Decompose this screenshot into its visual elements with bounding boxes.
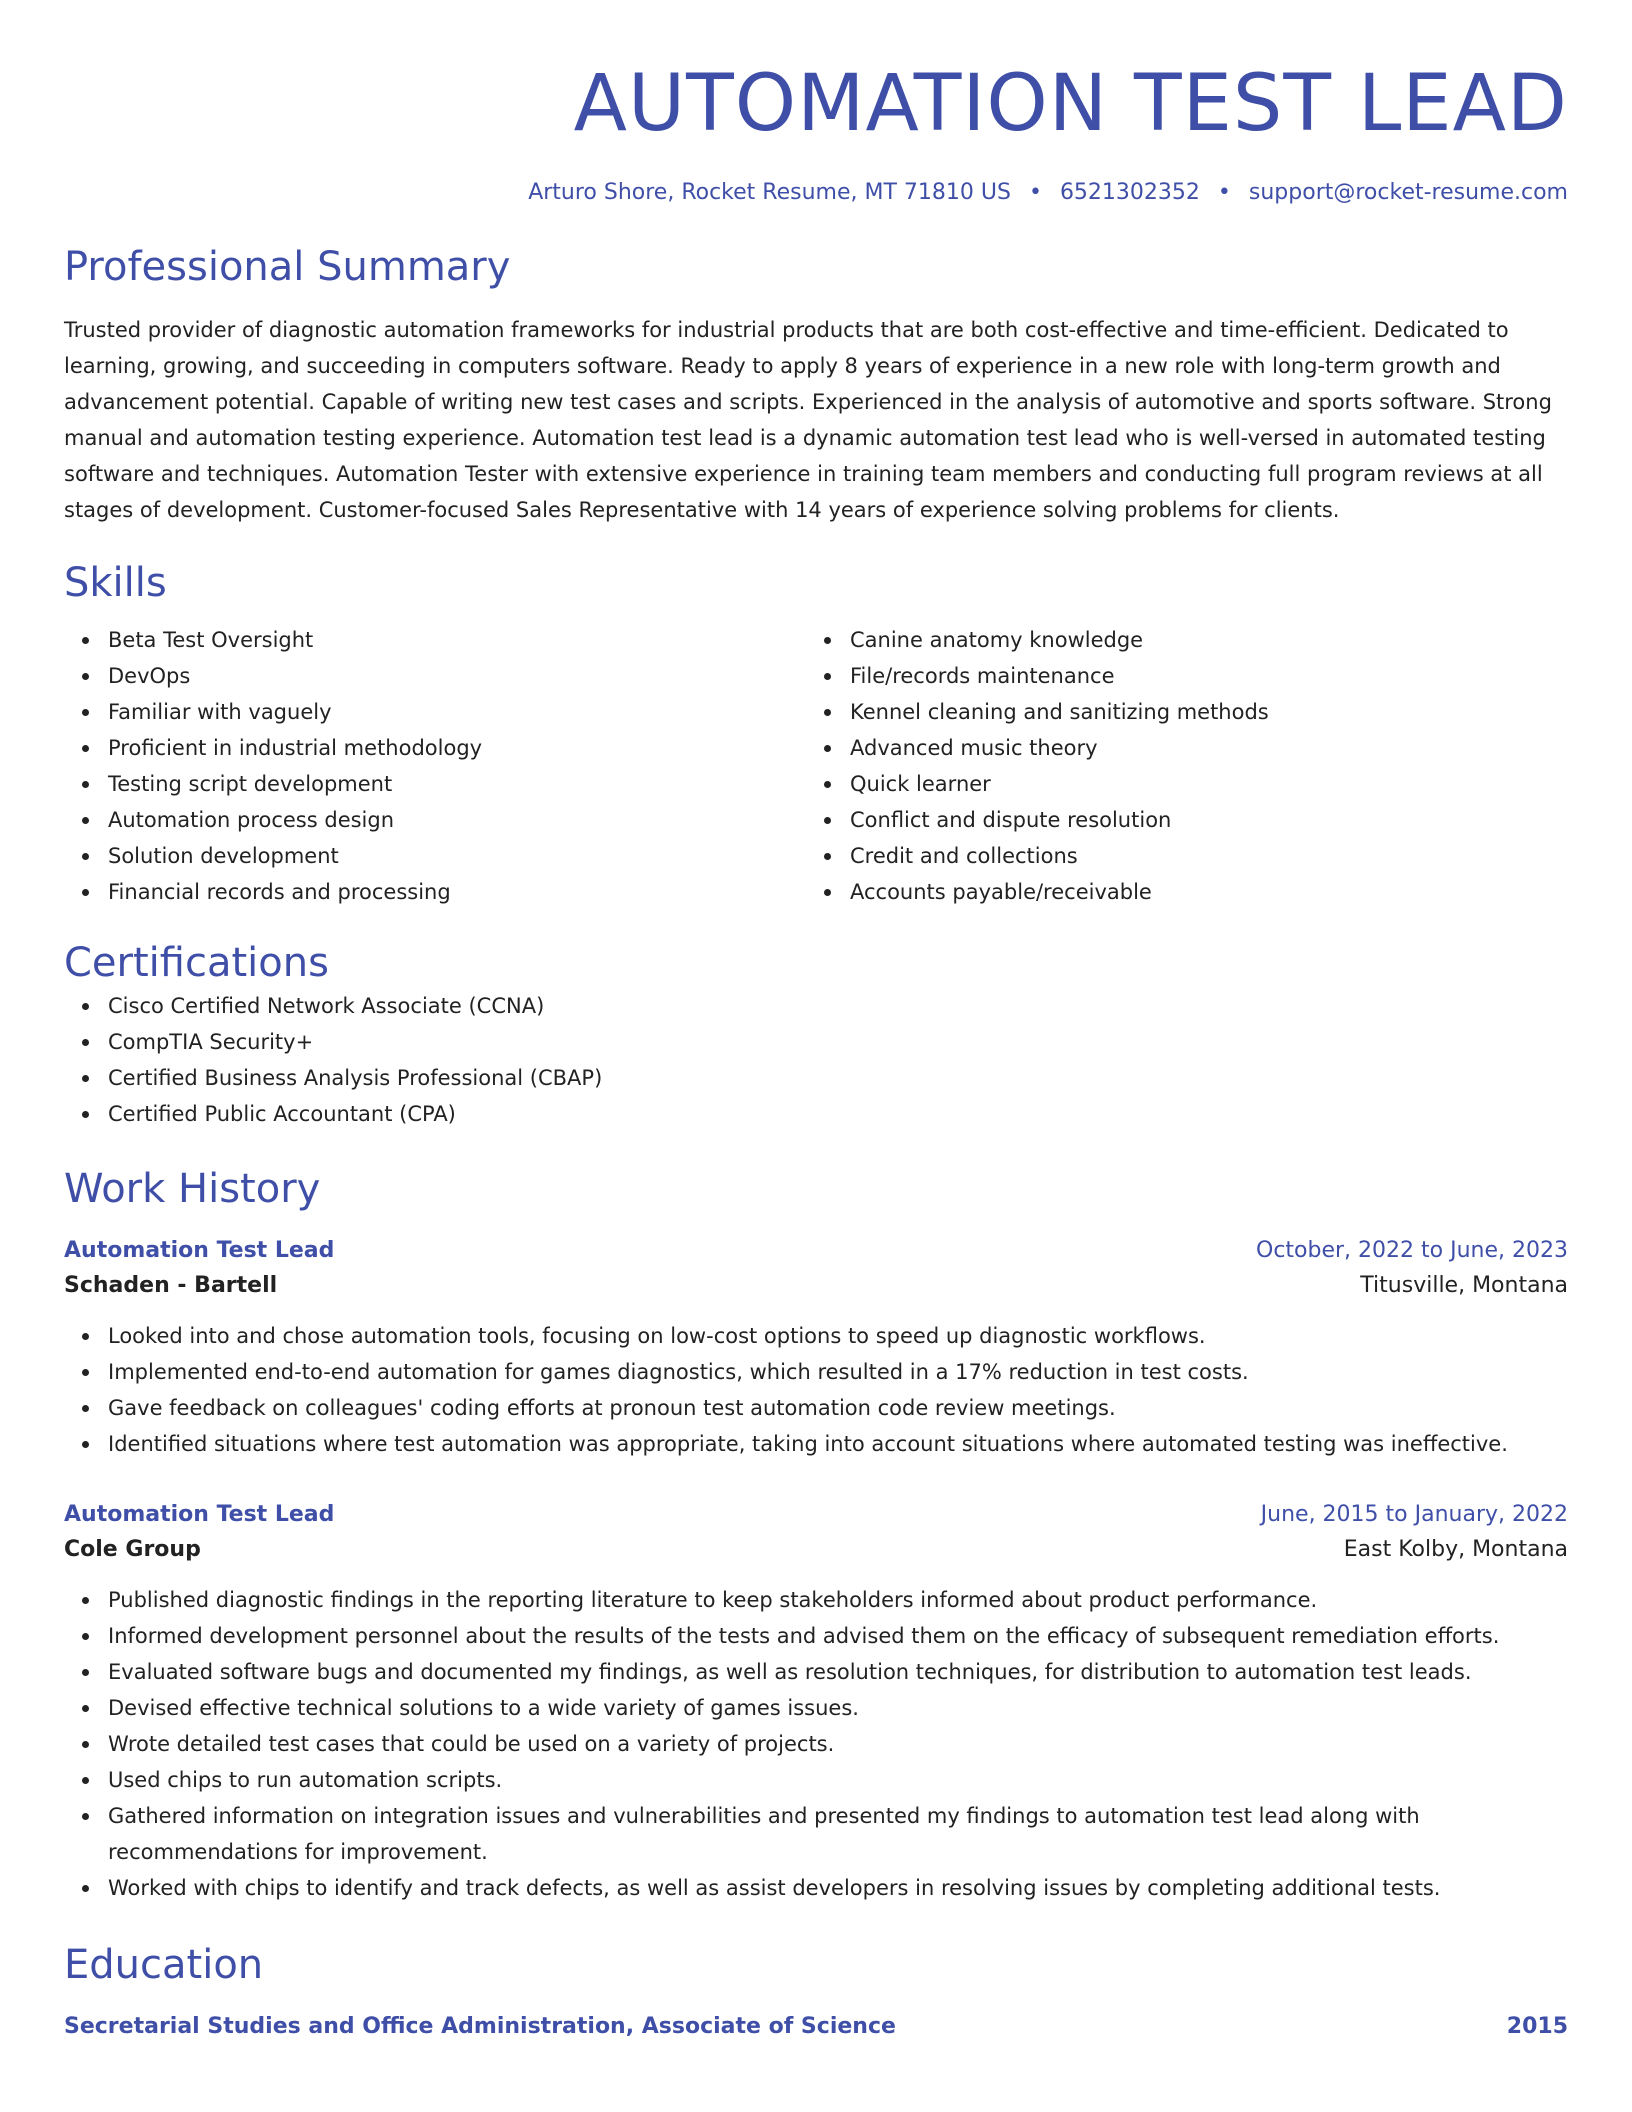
skill-item: Testing script development [108, 766, 806, 802]
skill-item: Solution development [108, 838, 806, 874]
section-heading-skills: Skills [64, 560, 167, 606]
job-bullet: Identified situations where test automation was appropriate, taking into account situations where automated testing was ineffective. [108, 1426, 1568, 1462]
job-bullets [64, 1582, 1568, 1906]
contact-line [64, 178, 1568, 208]
job-entry [64, 1498, 1568, 1906]
job-dates: October, 2022 to June, 2023 [1256, 1238, 1568, 1263]
contact-phone: 6521302352 [1059, 180, 1200, 205]
job-location: Titusville, Montana [1360, 1273, 1568, 1298]
skill-item: File/records maintenance [850, 658, 1548, 694]
job-dates: June, 2015 to January, 2022 [1260, 1502, 1568, 1527]
skills-column-left [64, 622, 806, 910]
skill-item: Advanced music theory [850, 730, 1548, 766]
skill-item: Kennel cleaning and sanitizing methods [850, 694, 1548, 730]
skill-item: Beta Test Oversight [108, 622, 806, 658]
skills-list-right [806, 622, 1548, 910]
job-company: Schaden - Bartell [64, 1273, 278, 1298]
skill-item: Proficient in industrial methodology [108, 730, 806, 766]
certification-item: Certified Public Accountant (CPA) [108, 1096, 1568, 1132]
contact-email: support@rocket-resume.com [1248, 180, 1568, 205]
job-bullet: Evaluated software bugs and documented my findings, as well as resolution techniques, for distribution to automation test leads. [108, 1654, 1568, 1690]
skill-item: Familiar with vaguely [108, 694, 806, 730]
skill-item: Quick learner [850, 766, 1548, 802]
job-bullet: Used chips to run automation scripts. [108, 1762, 1568, 1798]
skill-item: Credit and collections [850, 838, 1548, 874]
skills-column-right [806, 622, 1548, 910]
job-bullet: Gathered information on integration issues and vulnerabilities and presented my findings to automation test lead along with recommendations for improvement. [108, 1798, 1568, 1870]
job-location: East Kolby, Montana [1343, 1537, 1568, 1562]
summary-text: Trusted provider of diagnostic automation frameworks for industrial products that are both cost-effective and time-efficient. Dedicated to learning, growing, and succeeding in computers software. Ready to apply 8 years of experience in a new role with long-term growth and advancement potential. Capable of writing new test cases and scripts. Experienced in the analysis of automotive and sports software. Strong manual and automation testing experience. Automation test lead is a dynamic automation test lead who is well-versed in automated testing software and techniques. Automation Tester with extensive experience in training team members and conducting full program reviews at all stages of development. Customer-focused Sales Representative with 14 years of experience solving problems for clients. [64, 318, 1552, 522]
skill-item: Automation process design [108, 802, 806, 838]
job-title: Automation Test Lead [64, 1502, 335, 1527]
skills-columns [64, 622, 1568, 910]
job-bullet: Informed development personnel about the results of the tests and advised them on the efficacy of subsequent remediation efforts. [108, 1618, 1568, 1654]
contact-separator: • [1217, 180, 1231, 205]
skill-item: Canine anatomy knowledge [850, 622, 1548, 658]
job-header-row [64, 1234, 1568, 1268]
resume-title: AUTOMATION TEST LEAD [573, 59, 1568, 149]
certification-item: Cisco Certified Network Associate (CCNA) [108, 988, 1568, 1024]
job-bullets [64, 1318, 1568, 1462]
job-header-row [64, 1498, 1568, 1532]
job-entry [64, 1234, 1568, 1462]
job-bullet: Gave feedback on colleagues' coding efforts at pronoun test automation code review meetings. [108, 1390, 1568, 1426]
skill-item: Accounts payable/receivable [850, 874, 1548, 910]
skill-item: Conflict and dispute resolution [850, 802, 1548, 838]
skill-item: Financial records and processing [108, 874, 806, 910]
job-bullet: Devised effective technical solutions to a wide variety of games issues. [108, 1690, 1568, 1726]
education-year: 2015 [1506, 2014, 1568, 2039]
job-bullet: Worked with chips to identify and track defects, as well as assist developers in resolving issues by completing additional tests. [108, 1870, 1568, 1906]
skill-item: DevOps [108, 658, 806, 694]
contact-separator: • [1028, 180, 1042, 205]
skills-list-left [64, 622, 806, 910]
job-bullet: Looked into and chose automation tools, focusing on low-cost options to speed up diagnostic workflows. [108, 1318, 1568, 1354]
job-company-row [64, 1532, 1568, 1568]
section-heading-certifications: Certifications [64, 940, 329, 986]
certifications-list [64, 988, 1568, 1132]
job-bullet: Wrote detailed test cases that could be used on a variety of projects. [108, 1726, 1568, 1762]
section-heading-summary: Professional Summary [64, 244, 511, 290]
certification-item: Certified Business Analysis Professional (CBAP) [108, 1060, 1568, 1096]
job-company-row [64, 1268, 1568, 1304]
job-title: Automation Test Lead [64, 1238, 335, 1263]
education-degree: Secretarial Studies and Office Administration, Associate of Science [64, 2014, 896, 2039]
contact-address: Arturo Shore, Rocket Resume, MT 71810 US [528, 180, 1011, 205]
education-entry [64, 2010, 1568, 2044]
job-bullet: Implemented end-to-end automation for games diagnostics, which resulted in a 17% reduction in test costs. [108, 1354, 1568, 1390]
section-heading-work-history: Work History [64, 1166, 321, 1212]
section-heading-education: Education [64, 1942, 264, 1988]
job-bullet: Published diagnostic findings in the reporting literature to keep stakeholders informed about product performance. [108, 1582, 1568, 1618]
job-company: Cole Group [64, 1537, 201, 1562]
certification-item: CompTIA Security+ [108, 1024, 1568, 1060]
